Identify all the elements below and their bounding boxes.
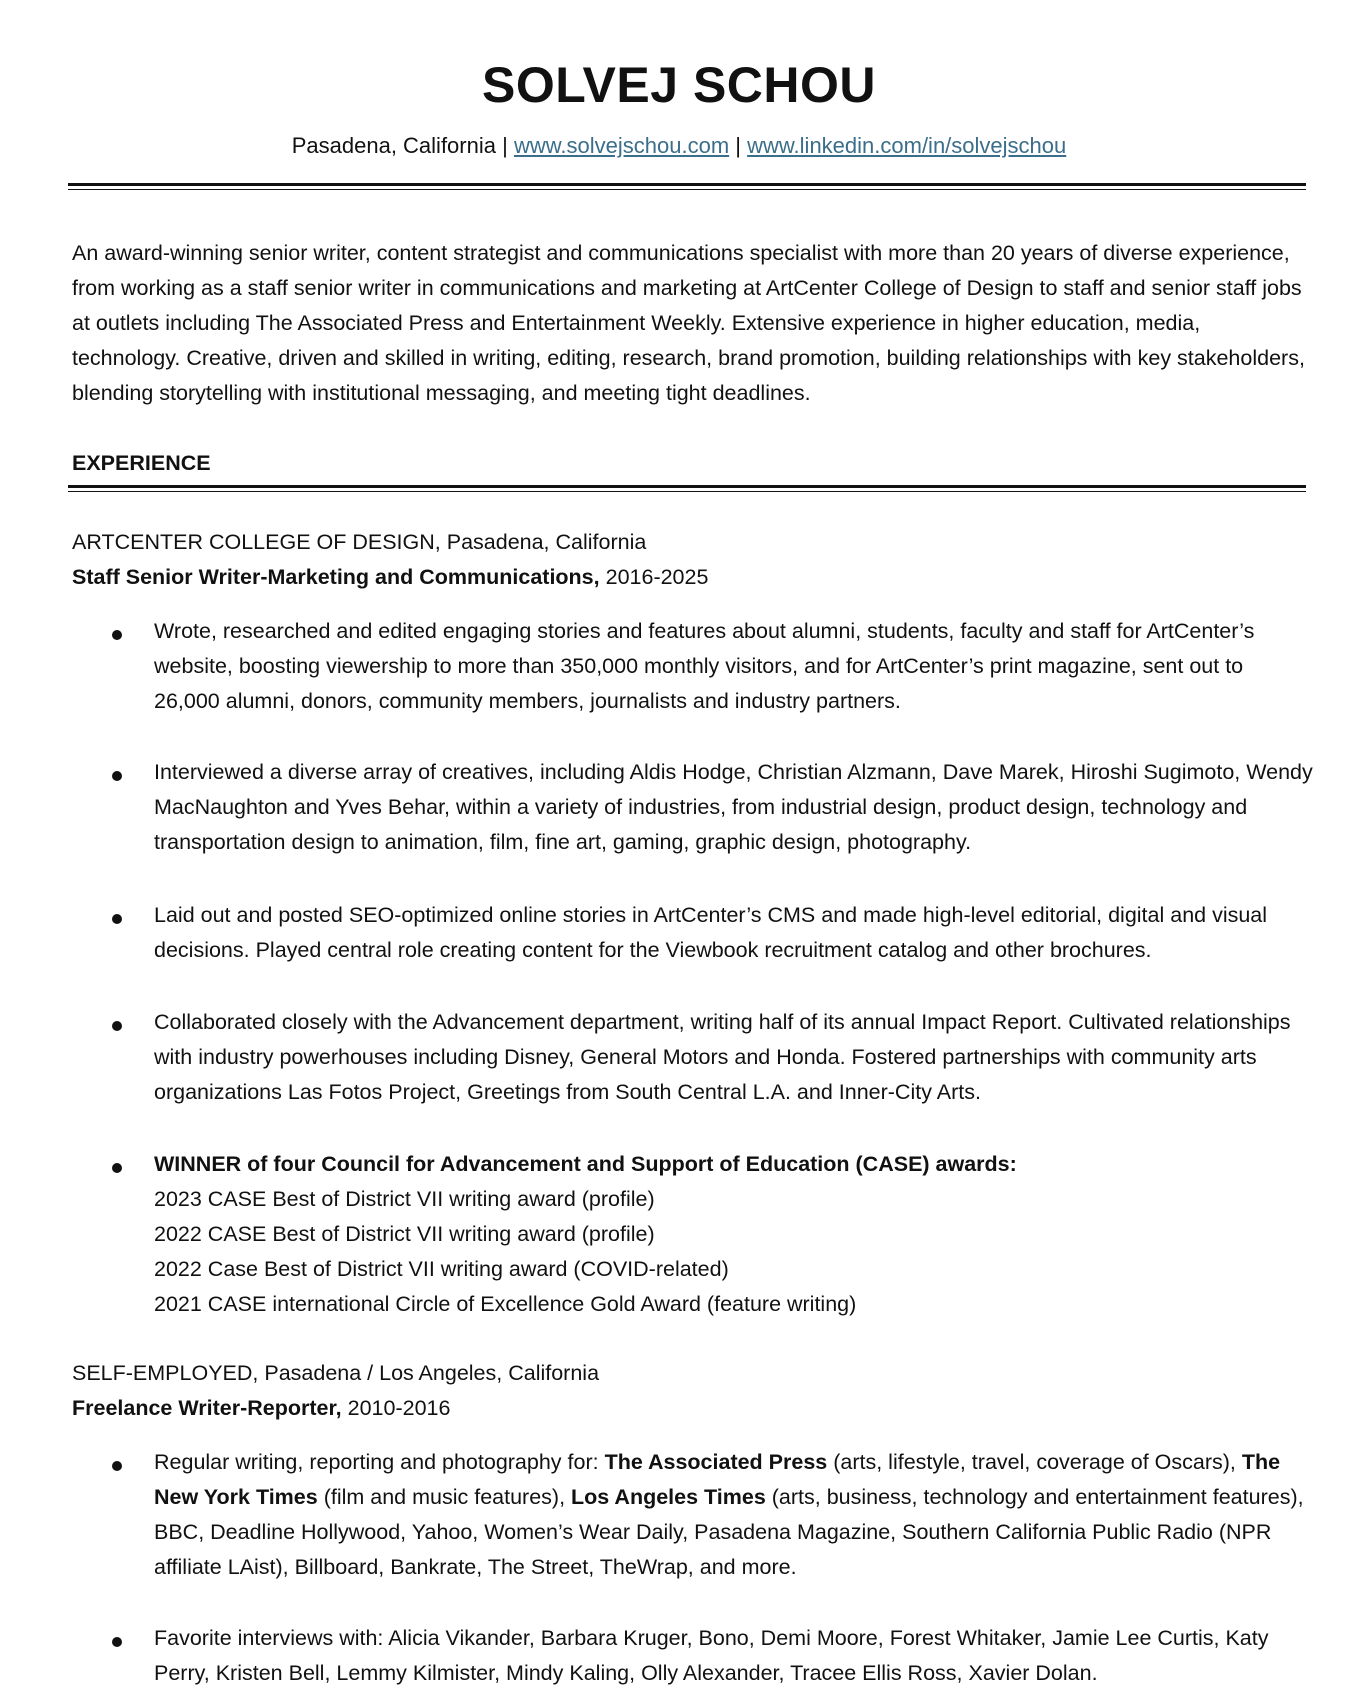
bullet-icon — [112, 914, 122, 924]
separator: | — [735, 133, 741, 158]
award-item: 2022 Case Best of District VII writing award (COVID-related) — [154, 1257, 729, 1281]
job-organization: ARTCENTER COLLEGE OF DESIGN, Pasadena, California — [72, 530, 647, 554]
list-item: Favorite interviews with: Alicia Vikander, Barbara Kruger, Bono, Demi Moore, Forest Whitaker, Jamie Lee Curtis, Katy Perry, Kristen Bell, Lemmy Kilmister, Mindy Kaling, Olly Alexander, Tracee Ellis Ross, Xavier Dolan. — [154, 1626, 1269, 1685]
header-divider-thick — [68, 183, 1306, 186]
summary-paragraph: An award-winning senior writer, content strategist and communications specialist with more than 20 years of diverse experience, from working as a staff senior writer in communications and marketing at ArtCenter College of Design to staff and senior staff jobs at outlets including The Associated Press and Entertainment Weekly. Extensive experience in higher education, media, technology. Creative, driven and skilled in writing, editing, research, brand promotion, building relationships with key stakeholders, blending storytelling with institutional messaging, and meeting tight deadlines. — [72, 241, 1305, 405]
award-item: 2021 CASE international Circle of Excellence Gold Award (feature writing) — [154, 1292, 857, 1316]
job-role — [72, 1396, 450, 1421]
separator: | — [502, 133, 508, 158]
contact-line — [0, 133, 1358, 159]
text-run: (arts, business, technology and entertainment features), BBC, Deadline Hollywood, Yahoo, Women’s Wear Daily, Pasadena Magazine, Southern California Public Radio (NPR affiliate LAist), Billboard, Bankrate, The Street, TheWrap, and more. — [154, 1485, 1304, 1579]
experience-heading: EXPERIENCE — [72, 451, 211, 475]
job-dates: 2016-2025 — [605, 565, 709, 589]
job-organization: SELF-EMPLOYED, Pasadena / Los Angeles, California — [72, 1361, 600, 1385]
header-divider-thin — [68, 189, 1306, 190]
list-item: Collaborated closely with the Advancement department, writing half of its annual Impact Report. Cultivated relationships with industry powerhouses including Disney, General Motors and Honda. Fostered partnerships with community arts organizations Las Fotos Project, Greetings from South Central L.A. and Inner-City Arts. — [154, 1010, 1291, 1104]
linkedin-link[interactable]: www.linkedin.com/in/solvejschou — [747, 133, 1067, 158]
experience-divider-thin — [68, 491, 1306, 492]
job-role — [72, 565, 708, 590]
resume-name: SOLVEJ SCHOU — [481, 57, 877, 113]
text-run: (arts, lifestyle, travel, coverage of Oscars), — [827, 1450, 1242, 1474]
outlet-name: Los Angeles Times — [571, 1485, 766, 1509]
experience-divider-thick — [68, 485, 1306, 488]
bullet-icon — [112, 1461, 122, 1471]
list-item: Wrote, researched and edited engaging stories and features about alumni, students, faculty and staff for ArtCenter’s website, boosting viewership to more than 350,000 monthly visitors, and for ArtCenter’s print magazine, sent out to 26,000 alumni, donors, community members, journalists and industry partners. — [154, 619, 1255, 713]
website-link[interactable]: www.solvejschou.com — [513, 133, 730, 158]
award-item: 2023 CASE Best of District VII writing award (profile) — [154, 1187, 655, 1211]
text-run: (film and music features), — [317, 1485, 572, 1509]
awards-heading: WINNER of four Council for Advancement and Support of Education (CASE) awards: — [154, 1152, 1017, 1176]
outlet-name: The New York Times — [154, 1450, 1281, 1509]
bullet-icon — [112, 771, 122, 781]
text-run: Regular writing, reporting and photography for: — [154, 1450, 605, 1474]
outlet-name: The Associated Press — [604, 1450, 828, 1474]
bullet-icon — [112, 1163, 122, 1173]
award-item: 2022 CASE Best of District VII writing award (profile) — [154, 1222, 655, 1246]
job-title: Staff Senior Writer-Marketing and Communications, — [72, 565, 600, 589]
list-item: Laid out and posted SEO-optimized online stories in ArtCenter’s CMS and made high-level editorial, digital and visual decisions. Played central role creating content for the Viewbook recruitment catalog and other brochures. — [154, 903, 1268, 962]
list-item: Interviewed a diverse array of creatives, including Aldis Hodge, Christian Alzmann, Dave Marek, Hiroshi Sugimoto, Wendy MacNaughton and Yves Behar, within a variety of industries, from industrial design, product design, technology and transportation design to animation, film, fine art, gaming, graphic design, photography. — [154, 760, 1313, 854]
bullet-icon — [112, 630, 122, 640]
bullet-icon — [112, 1637, 122, 1647]
bullet-icon — [112, 1021, 122, 1031]
job-dates: 2010-2016 — [347, 1396, 451, 1420]
awards-list — [154, 1147, 1314, 1322]
location-text: Pasadena, California — [291, 133, 496, 158]
job-title: Freelance Writer-Reporter, — [72, 1396, 342, 1420]
list-item — [154, 1445, 1314, 1585]
